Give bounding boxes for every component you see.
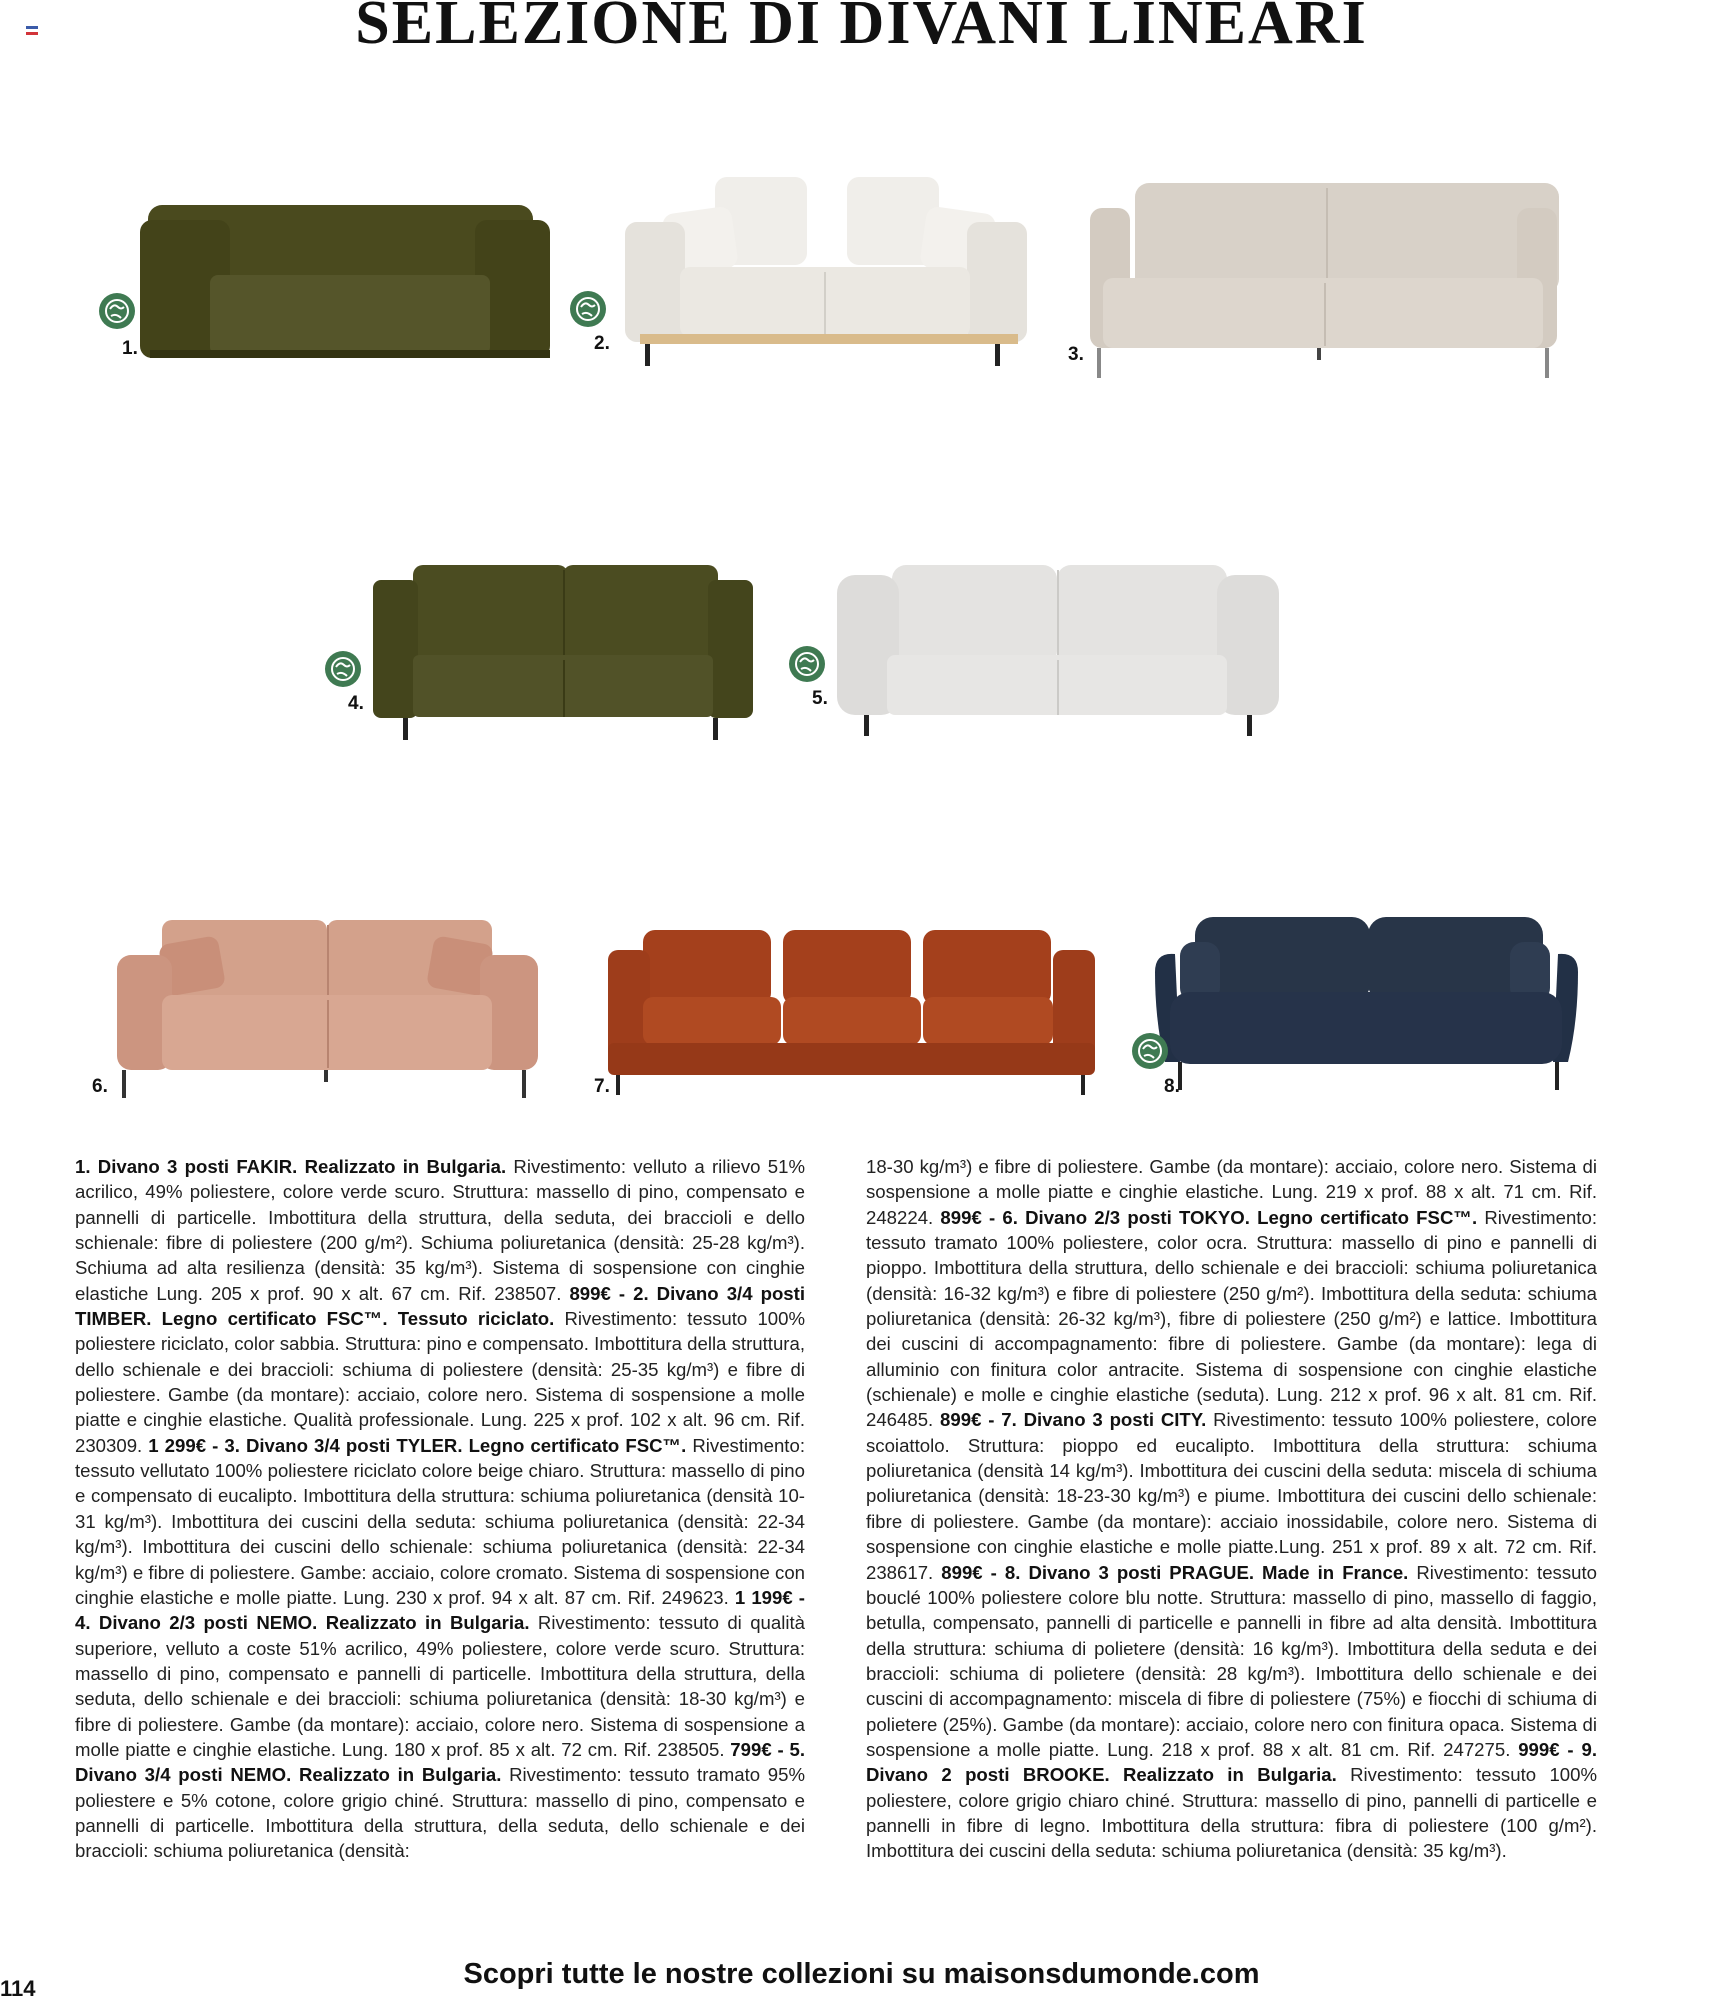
product-body-text: Rivestimento: tessuto 100% poliestere riciclato, color sabbia. Struttura: pino e compensato. Imbottitura della struttura, dello schienale e dei braccioli: schiuma di poliestere (densità: 25-35 kg/m³) e fibre di poliestere. Gambe (da montare): acciaio, colore nero. Sistema di sospensione a molle piatte e cinghie elastiche. Qualità professionale. Lung. 225 x prof. 102 x alt. 96 cm. Rif. 230309.	[75, 1308, 805, 1456]
product-number-7: 7.	[594, 1076, 610, 1097]
eco-badge-icon	[788, 645, 826, 683]
eco-badge-icon	[98, 292, 136, 330]
sofa-image-1	[100, 180, 560, 360]
product-heading-text: 1 299€ - 3. Divano 3/4 posti TYLER. Legno certificato FSC™.	[148, 1434, 687, 1456]
sofa-illustration	[832, 560, 1292, 736]
product-body-text: Rivestimento: tessuto vellutato 100% poliestere riciclato colore beige chiaro. Struttura: massello di pino e compensato di eucalipto. Imbottitura della struttura: schiuma poliuretanica (densità 10-31 kg/m³). Imbottitura dei cuscini della seduta: schiuma poliuretanica (densità: 22-34 kg/m³). Imbottitura dei cuscini dello schienale: schiuma poliuretanica (densità: 22-34 kg/m³) e fibre di poliestere. Gambe: acciaio, colore cromato. Sistema di sospensione con cinghie elastiche e molle piatte. Lung. 230 x prof. 94 x alt. 87 cm. Rif. 249623.	[75, 1434, 805, 1608]
sofa-illustration	[603, 925, 1103, 1097]
sofa-image-4	[368, 560, 758, 740]
page-number: 114	[0, 1976, 36, 2001]
product-descriptions-left-column	[75, 1154, 805, 1864]
product-number-8: 8.	[1164, 1076, 1180, 1097]
product-body-text: Rivestimento: tessuto bouclé 100% poliestere colore blu notte. Struttura: massello di pino, massello di faggio, betulla, compensato, pannelli di particelle e pannelli in fibre ad alta densità. Imbottitura della struttura: schiuma di polietere (densità: 16 kg/m³). Imbottitura della seduta e dei braccioli: schiuma di polietere (densità: 28 kg/m³). Imbottitura dello schienale e dei cuscini di accompagnamento: miscela di fibre di poliestere (75%) e fiocchi di schiuma di polietere (25%). Gambe (da montare): acciaio, colore nero con finitura opaca. Sistema di sospensione a molle piatte. Lung. 218 x prof. 88 x alt. 81 cm. Rif. 247275.	[866, 1561, 1598, 1760]
product-heading-text: 899€ - 8. Divano 3 posti PRAGUE. Made in France.	[941, 1561, 1409, 1583]
product-body-text: Rivestimento: tessuto tramato 95% poliestere e 5% cotone, colore grigio chiné. Struttura: massello di pino, compensato e pannelli di particelle. Imbottitura della struttura, della seduta, dello schienale e dei braccioli: schiuma poliuretanica (densità:	[75, 1764, 805, 1862]
product-number-5: 5.	[812, 688, 828, 709]
product-body-text: Rivestimento: tessuto 100% poliestere, colore grigio chiaro chiné. Struttura: massello di pino, pannelli di particelle e pannelli in fibre di legno. Imbottitura della struttura: fibra di poliestere (100 g/m²). Imbottitura dei cuscini della seduta: schiuma poliuretanica (densità: 35 kg/m³).	[866, 1764, 1597, 1862]
product-number-1: 1.	[122, 338, 138, 359]
product-descriptions-right-column	[866, 1154, 1597, 1864]
product-heading-text: 899€ - 2. Divano 3/4 posti TIMBER. Legno certificato FSC™. Tessuto riciclato.	[75, 1282, 805, 1330]
product-heading-text: 999€ - 9. Divano 2 posti BROOKE. Realizzato in Bulgaria.	[866, 1738, 1597, 1786]
sofa-image-8	[1150, 912, 1590, 1092]
product-heading-text: 899€ - 6. Divano 2/3 posti TOKYO. Legno certificato FSC™.	[940, 1206, 1478, 1228]
page-title: SELEZIONE DI DIVANI LINEARI	[355, 0, 1368, 57]
sofa-illustration	[100, 180, 560, 360]
product-heading-text: 1 199€ - 4. Divano 2/3 posti NEMO. Realizzato in Bulgaria.	[75, 1586, 806, 1634]
eco-badge-icon	[1131, 1032, 1169, 1070]
eco-badge-icon	[324, 650, 362, 688]
sofa-illustration	[1150, 912, 1590, 1092]
footer-link-text: Scopri tutte le nostre collezioni su maisonsdumonde.com	[463, 1958, 1260, 1990]
product-number-2: 2.	[594, 333, 610, 354]
product-number-3: 3.	[1068, 344, 1084, 365]
product-body-text: Rivestimento: tessuto tramato 100% poliestere, color ocra. Struttura: massello di pino e pannelli di pioppo. Imbottitura della struttura, dello schienale e dei braccioli: schiuma poliuretanica (densità: 16-32 kg/m³) e fibre di poliestere (250 g/m²). Imbottitura della seduta: schiuma poliuretanica (densità: 26-32 kg/m³), fibre di poliestere (250 g/m²) e lattice. Imbottitura dei cuscini di accompagnamento: fibre di poliestere. Gambe (da montare): lega di alluminio con finitura color antracite. Sistema di sospensione con cinghie elastiche (schienale) e molle e cinghie elastiche (seduta). Lung. 212 x prof. 96 x alt. 81 cm. Rif. 246485.	[866, 1206, 1597, 1431]
sofa-illustration	[615, 172, 1035, 372]
product-number-6: 6.	[92, 1076, 108, 1097]
sofa-illustration	[1085, 178, 1565, 378]
sofa-image-5	[832, 560, 1292, 736]
eco-badge-icon	[569, 290, 607, 328]
sofa-image-7	[603, 925, 1103, 1097]
product-heading-text: 1. Divano 3 posti FAKIR. Realizzato in Bulgaria.	[75, 1156, 507, 1177]
product-body-text: Rivestimento: velluto a rilievo 51% acrilico, 49% poliestere, colore verde scuro. Struttura: massello di pino, compensato e pannelli di particelle. Imbottitura della struttura, della seduta, dei braccioli e dello schienale: fibre di poliestere (200 g/m²). Schiuma poliuretanica (densità: 25-28 kg/m³). Schiuma ad alta resilienza (densità: 35 kg/m³). Sistema di sospensione con cinghie elastiche Lung. 205 x prof. 90 x alt. 67 cm. Rif. 238507.	[75, 1156, 805, 1304]
product-body-text: Rivestimento: tessuto 100% poliestere, colore scoiattolo. Struttura: pioppo ed eucalipto. Imbottitura della struttura: schiuma poliuretanica (densità 14 kg/m³). Imbottitura dei cuscini della seduta: miscela di schiuma poliuretanica (densità: 18-23-30 kg/m³) e piume. Imbottitura dei cuscini dello schienale: fibre di poliestere. Gambe (da montare): acciaio inossidabile, colore nero. Sistema di sospensione con cinghie elastiche e molle piatte.Lung. 251 x prof. 89 x alt. 72 cm. Rif. 238617.	[866, 1409, 1597, 1583]
sofa-illustration	[368, 560, 758, 740]
sofa-illustration	[112, 915, 542, 1100]
product-heading-text: 799€ - 5. Divano 3/4 posti NEMO. Realizzato in Bulgaria.	[75, 1738, 805, 1786]
product-heading-text: 899€ - 7. Divano 3 posti CITY.	[940, 1409, 1207, 1431]
sofa-image-3	[1085, 178, 1565, 378]
product-number-4: 4.	[348, 693, 364, 714]
sofa-image-6	[112, 915, 542, 1100]
sofa-image-2	[615, 172, 1035, 372]
product-body-text: 18-30 kg/m³) e fibre di poliestere. Gambe (da montare): acciaio, colore nero. Sistema di sospensione a molle piatte e cinghie elastiche. Lung. 219 x prof. 88 x alt. 71 cm. Rif. 248224.	[866, 1156, 1597, 1228]
product-body-text: Rivestimento: tessuto di qualità superiore, velluto a coste 51% acrilico, 49% poliestere, colore verde scuro. Struttura: massello di pino, compensato e pannelli di particelle. Imbottitura della struttura, della seduta, dello schienale e dei braccioli: schiuma poliuretanica (densità: 18-30 kg/m³) e fibre di poliestere. Gambe (da montare): acciaio, colore nero. Sistema di sospensione a molle piatte e cinghie elastiche. Lung. 180 x prof. 85 x alt. 72 cm. Rif. 238505.	[75, 1612, 805, 1760]
